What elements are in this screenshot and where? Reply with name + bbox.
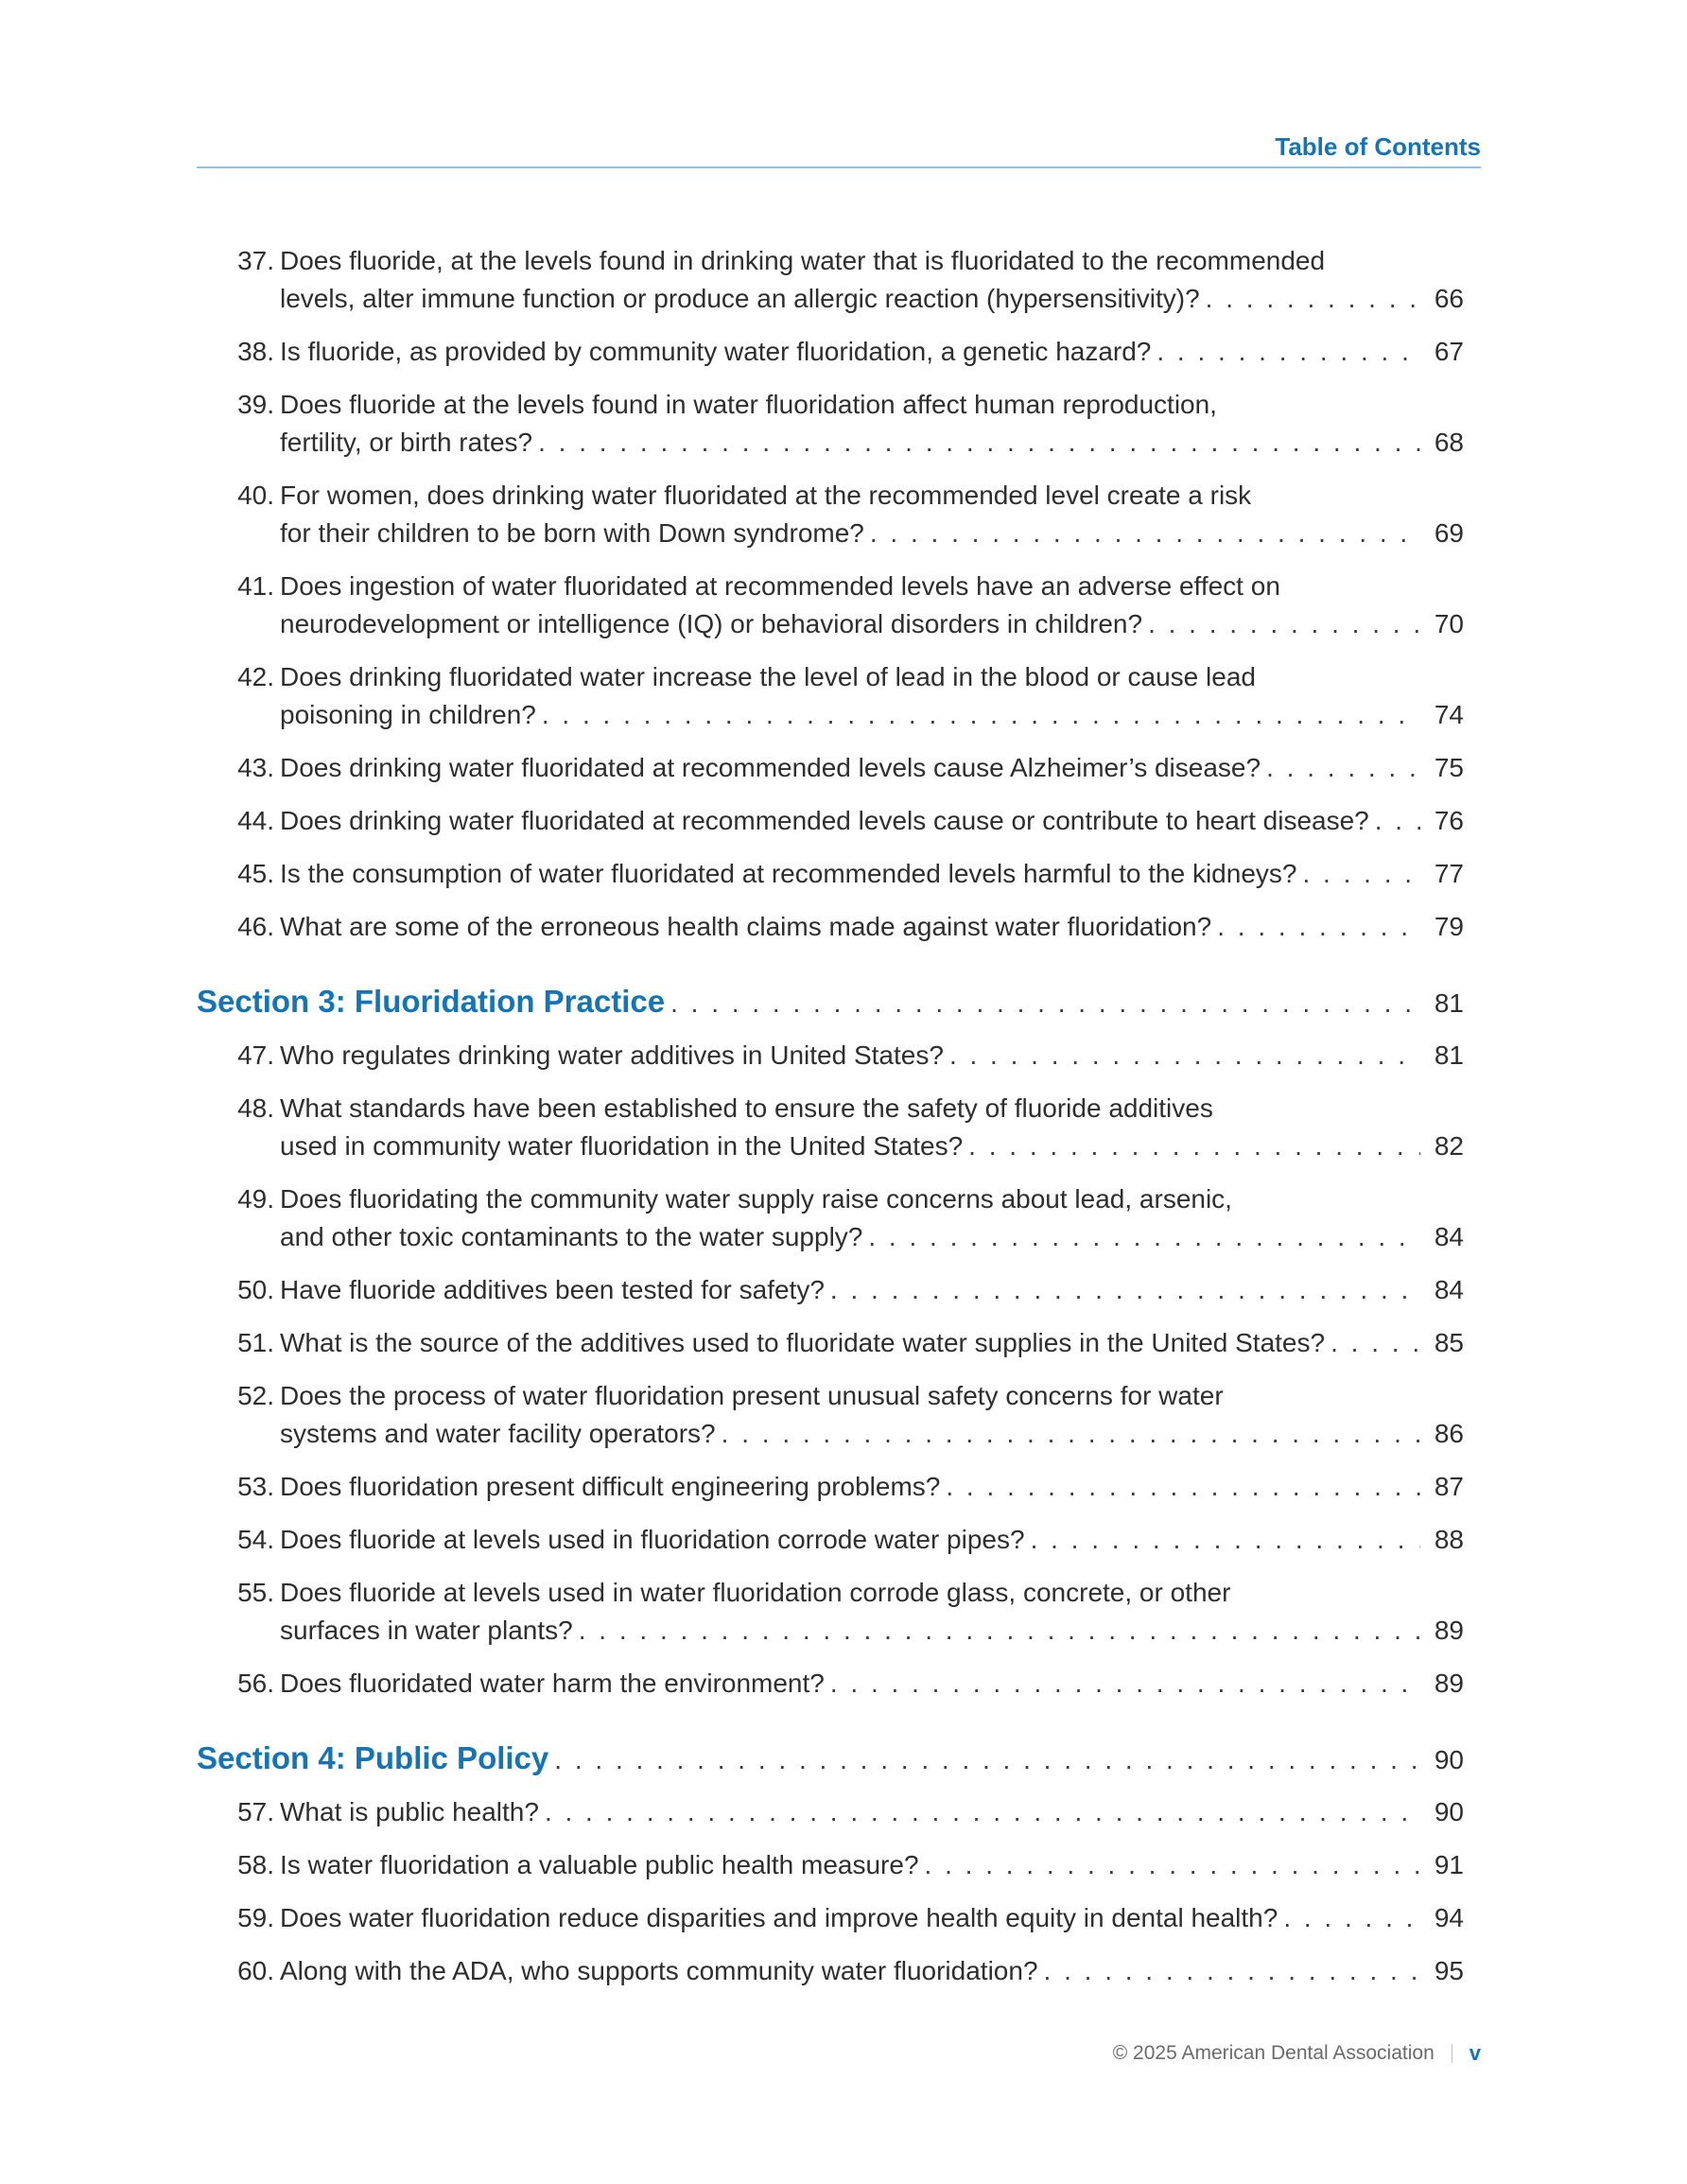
toc-entry[interactable] <box>197 1037 1464 1075</box>
leader-dots <box>830 1665 1420 1703</box>
toc-entry[interactable] <box>197 333 1464 371</box>
entry-number: 55. <box>237 1578 274 1607</box>
leader-dots <box>1206 280 1420 318</box>
toc-entry-line <box>197 802 1464 840</box>
entry-text: For women, does drinking water fluoridated at the recommended level create a risk <box>280 480 1252 510</box>
entry-text: Along with the ADA, who supports community water fluoridation? <box>280 1956 1038 1985</box>
entry-number: 37. <box>237 246 274 275</box>
entry-page-number: 79 <box>1434 912 1464 941</box>
section-page-number: 81 <box>1434 988 1464 1018</box>
entry-text: Does fluoridated water harm the environment? <box>280 1669 825 1698</box>
toc-entry-line <box>197 1846 1464 1884</box>
toc-entry[interactable] <box>197 1899 1464 1937</box>
entry-page-number: 89 <box>1434 1669 1464 1698</box>
entry-page-number: 85 <box>1434 1328 1464 1357</box>
toc-entry-line <box>197 1574 1464 1612</box>
entry-text: Does ingestion of water fluoridated at recommended levels have an adverse effect on <box>280 571 1280 601</box>
section-title: Section 3: Fluoridation Practice <box>197 984 666 1019</box>
entry-number: 46. <box>237 912 274 941</box>
entry-text: Does drinking fluoridated water increase the level of lead in the blood or cause lead <box>280 662 1256 691</box>
toc-entry-line <box>197 424 1464 462</box>
leader-dots <box>579 1612 1420 1650</box>
entry-text: Does fluoride at the levels found in water fluoridation affect human reproduction, <box>280 390 1217 419</box>
entry-text: Is water fluoridation a valuable public health measure? <box>280 1850 919 1879</box>
toc-entry-line <box>197 386 1464 424</box>
entry-number: 51. <box>237 1328 274 1357</box>
header-title: Table of Contents <box>1275 132 1481 161</box>
entry-number: 42. <box>237 662 274 691</box>
toc-entry-line <box>197 605 1464 643</box>
toc-entry[interactable] <box>197 749 1464 787</box>
entry-number: 38. <box>237 337 274 366</box>
entry-number: 44. <box>237 806 274 835</box>
toc-entry[interactable] <box>197 1377 1464 1453</box>
toc-entry-line <box>197 1612 1464 1650</box>
leader-dots <box>868 1218 1420 1256</box>
entry-page-number: 87 <box>1434 1472 1464 1501</box>
entry-page-number: 90 <box>1434 1797 1464 1826</box>
toc-entry-line <box>197 855 1464 893</box>
toc-entry-line <box>197 477 1464 515</box>
toc-entry[interactable] <box>197 477 1464 552</box>
leader-dots <box>722 1415 1420 1453</box>
entry-page-number: 94 <box>1434 1903 1464 1932</box>
entry-text: Does fluoridation present difficult engineering problems? <box>280 1472 941 1501</box>
entry-number: 60. <box>237 1956 274 1985</box>
entry-text: Does the process of water fluoridation present unusual safety concerns for water <box>280 1381 1224 1410</box>
toc-entry-line <box>197 749 1464 787</box>
entry-page-number: 82 <box>1434 1131 1464 1161</box>
leader-dots <box>830 1271 1420 1309</box>
table-of-contents <box>197 242 1464 2005</box>
entry-number: 58. <box>237 1850 274 1879</box>
toc-entry-line <box>197 696 1464 734</box>
leader-dots <box>1302 855 1420 893</box>
leader-dots <box>1148 605 1420 643</box>
toc-entry-line <box>197 1415 1464 1453</box>
toc-entry-line <box>197 1899 1464 1937</box>
entry-text: poisoning in children? <box>280 700 536 729</box>
entry-number: 48. <box>237 1093 274 1123</box>
entry-number: 53. <box>237 1472 274 1501</box>
entry-number: 52. <box>237 1381 274 1410</box>
toc-entry[interactable] <box>197 1665 1464 1703</box>
toc-entry-line <box>197 515 1464 552</box>
entry-number: 40. <box>237 480 274 510</box>
entry-number: 49. <box>237 1184 274 1214</box>
toc-entry-line <box>197 1090 1464 1127</box>
entry-page-number: 89 <box>1434 1616 1464 1645</box>
entry-page-number: 66 <box>1434 284 1464 313</box>
entry-page-number: 75 <box>1434 753 1464 782</box>
entry-text: systems and water facility operators? <box>280 1419 716 1448</box>
entry-page-number: 81 <box>1434 1040 1464 1070</box>
entry-page-number: 91 <box>1434 1850 1464 1879</box>
toc-entry[interactable] <box>197 1090 1464 1165</box>
page-footer <box>1113 2041 1481 2066</box>
toc-entry[interactable] <box>197 1324 1464 1362</box>
toc-entry-line <box>197 1665 1464 1703</box>
toc-entry-line <box>197 658 1464 696</box>
entry-text: Does fluoride at levels used in water fluoridation corrode glass, concrete, or other <box>280 1578 1231 1607</box>
entry-text: Have fluoride additives been tested for safety? <box>280 1275 825 1304</box>
entries-group-a <box>197 242 1464 946</box>
toc-entry[interactable] <box>197 1846 1464 1884</box>
toc-entry-line <box>197 1952 1464 1990</box>
toc-entry[interactable] <box>197 568 1464 643</box>
entry-number: 50. <box>237 1275 274 1304</box>
toc-entry-line <box>197 1037 1464 1075</box>
leader-dots <box>1330 1324 1420 1362</box>
entry-page-number: 74 <box>1434 700 1464 729</box>
entry-page-number: 88 <box>1434 1525 1464 1554</box>
entry-text: Is fluoride, as provided by community water fluoridation, a genetic hazard? <box>280 337 1152 366</box>
entry-text: and other toxic contaminants to the water supply? <box>280 1222 863 1251</box>
entry-page-number: 84 <box>1434 1222 1464 1251</box>
toc-entry[interactable] <box>197 1793 1464 1831</box>
entry-number: 41. <box>237 571 274 601</box>
toc-entry[interactable] <box>197 1468 1464 1506</box>
entry-page-number: 69 <box>1434 518 1464 548</box>
leader-dots <box>1375 802 1420 840</box>
leader-dots <box>538 424 1420 462</box>
leader-dots <box>946 1468 1420 1506</box>
toc-entry[interactable] <box>197 242 1464 318</box>
entries-group-b <box>197 1037 1464 1703</box>
toc-entry[interactable] <box>197 1521 1464 1559</box>
entry-text: What are some of the erroneous health claims made against water fluoridation? <box>280 912 1212 941</box>
entry-page-number: 95 <box>1434 1956 1464 1985</box>
entry-text: What is the source of the additives used to fluoridate water supplies in the United States? <box>280 1328 1326 1357</box>
entry-text: Is the consumption of water fluoridated at recommended levels harmful to the kidneys? <box>280 859 1297 888</box>
leader-dots <box>1283 1899 1420 1937</box>
entry-number: 39. <box>237 390 274 419</box>
entry-number: 47. <box>237 1040 274 1070</box>
entry-number: 57. <box>237 1797 274 1826</box>
leader-dots <box>1157 333 1420 371</box>
copyright-text: © 2025 American Dental Association <box>1112 2042 1435 2064</box>
entry-page-number: 84 <box>1434 1275 1464 1304</box>
section-4-heading[interactable] <box>197 1737 1464 1780</box>
leader-dots <box>670 982 1420 1025</box>
toc-entry-line <box>197 1324 1464 1362</box>
entry-page-number: 67 <box>1434 337 1464 366</box>
toc-entry-line <box>197 1521 1464 1559</box>
entry-text: Does water fluoridation reduce disparities and improve health equity in dental health? <box>280 1903 1278 1932</box>
entry-number: 43. <box>237 753 274 782</box>
leader-dots <box>949 1037 1420 1075</box>
footer-page-number: v <box>1469 2041 1481 2065</box>
toc-entry-line <box>197 1127 1464 1165</box>
leader-dots <box>925 1846 1420 1884</box>
toc-entry-line <box>197 1180 1464 1218</box>
entry-text: used in community water fluoridation in the United States? <box>280 1131 964 1161</box>
toc-entry[interactable] <box>197 908 1464 946</box>
toc-entry[interactable] <box>197 1952 1464 1990</box>
entry-text: neurodevelopment or intelligence (IQ) or behavioral disorders in children? <box>280 609 1143 638</box>
toc-entry-line <box>197 908 1464 946</box>
entry-number: 54. <box>237 1525 274 1554</box>
entry-text: fertility, or birth rates? <box>280 428 533 457</box>
entry-text: Does fluoride at levels used in fluoridation corrode water pipes? <box>280 1525 1025 1554</box>
entry-text: Does fluoride, at the levels found in drinking water that is fluoridated to the recommended <box>280 246 1326 275</box>
page-header <box>197 131 1481 168</box>
entry-text: Does drinking water fluoridated at recommended levels cause Alzheimer’s disease? <box>280 753 1261 782</box>
toc-entry-line <box>197 280 1464 318</box>
entry-number: 59. <box>237 1903 274 1932</box>
section-page-number: 90 <box>1434 1745 1464 1774</box>
entry-text: What is public health? <box>280 1797 539 1826</box>
toc-entry-line <box>197 333 1464 371</box>
toc-entry-line <box>197 1468 1464 1506</box>
toc-entry[interactable] <box>197 386 1464 462</box>
entry-page-number: 76 <box>1434 806 1464 835</box>
entry-text: Who regulates drinking water additives in United States? <box>280 1040 944 1070</box>
leader-dots <box>870 515 1420 552</box>
entry-text: What standards have been established to ensure the safety of fluoride additives <box>280 1093 1213 1123</box>
toc-entry[interactable] <box>197 1180 1464 1256</box>
toc-entry-line <box>197 1793 1464 1831</box>
toc-entry-line <box>197 1377 1464 1415</box>
entry-text: Does drinking water fluoridated at recommended levels cause or contribute to heart disease? <box>280 806 1369 835</box>
leader-dots <box>554 1738 1420 1782</box>
toc-entry-line <box>197 1218 1464 1256</box>
toc-entry[interactable] <box>197 1574 1464 1650</box>
entry-number: 45. <box>237 859 274 888</box>
toc-entry-line <box>197 242 1464 280</box>
leader-dots <box>545 1793 1420 1831</box>
toc-entry-line <box>197 568 1464 605</box>
section-3-heading[interactable] <box>197 980 1464 1023</box>
entry-number: 56. <box>237 1669 274 1698</box>
section-title: Section 4: Public Policy <box>197 1740 549 1775</box>
leader-dots <box>1031 1521 1420 1559</box>
leader-dots <box>1266 749 1420 787</box>
entry-text: levels, alter immune function or produce an allergic reaction (hypersensitivity)? <box>280 284 1200 313</box>
entry-text: surfaces in water plants? <box>280 1616 573 1645</box>
entry-page-number: 68 <box>1434 428 1464 457</box>
toc-entry-line <box>197 1271 1464 1309</box>
entry-text: Does fluoridating the community water supply raise concerns about lead, arsenic, <box>280 1184 1232 1214</box>
leader-dots <box>1217 908 1420 946</box>
toc-entry[interactable] <box>197 802 1464 840</box>
toc-entry[interactable] <box>197 1271 1464 1309</box>
toc-entry[interactable] <box>197 855 1464 893</box>
entry-text: for their children to be born with Down syndrome? <box>280 518 864 548</box>
entry-page-number: 77 <box>1434 859 1464 888</box>
leader-dots <box>968 1127 1420 1165</box>
entries-group-c <box>197 1793 1464 1990</box>
leader-dots <box>1044 1952 1420 1990</box>
leader-dots <box>542 696 1420 734</box>
entry-page-number: 86 <box>1434 1419 1464 1448</box>
entry-page-number: 70 <box>1434 609 1464 638</box>
toc-entry[interactable] <box>197 658 1464 734</box>
